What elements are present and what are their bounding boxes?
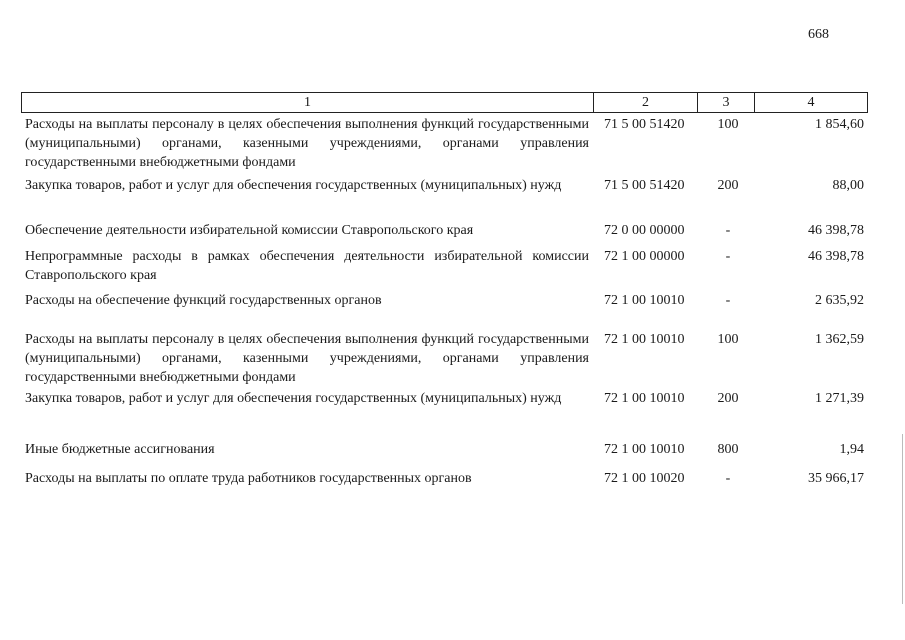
row-description: Расходы на выплаты персоналу в целях обеспечения выполнения функций государственными (муниципальными) органами, казенными учреждениями, органами управления государственными внебюджетными фондами [25,332,589,385]
column-header-3: 3 [698,93,755,113]
column-header-2: 2 [594,93,698,113]
row-amount: 1,94 [839,442,864,457]
row-amount: 1 362,59 [815,332,864,347]
column-header-table [21,92,868,113]
row-expense-type: - [725,223,731,238]
row-amount: 1 271,39 [815,391,864,406]
column-header-1: 1 [22,93,594,113]
row-code: 72 0 00 00000 [604,223,685,238]
row-expense-type: - [725,471,731,486]
row-code: 72 1 00 10010 [604,442,685,457]
row-code: 71 5 00 51420 [604,117,685,132]
row-expense-type: - [725,293,731,308]
column-header-row [22,93,868,113]
row-description: Иные бюджетные ассигнования [25,442,215,457]
row-description: Расходы на выплаты персоналу в целях обеспечения выполнения функций государственными (муниципальными) органами, казенными учреждениями, органами управления государственными внебюджетными фондами [25,117,589,170]
row-expense-type: - [725,249,731,264]
row-code: 72 1 00 10010 [604,391,685,406]
row-code: 72 1 00 00000 [604,249,685,264]
row-amount: 2 635,92 [815,293,864,308]
row-amount: 1 854,60 [815,117,864,132]
row-amount: 46 398,78 [808,223,864,238]
row-description: Расходы на выплаты по оплате труда работников государственных органов [25,471,472,486]
scan-edge-line [902,434,903,604]
row-amount: 88,00 [832,178,864,193]
page-number: 668 [808,27,829,42]
row-code: 72 1 00 10010 [604,332,685,347]
row-expense-type: 800 [717,442,739,457]
row-expense-type: 100 [717,332,739,347]
row-expense-type: 200 [717,391,739,406]
row-amount: 35 966,17 [808,471,864,486]
column-header-4: 4 [755,93,868,113]
row-description: Расходы на обеспечение функций государственных органов [25,293,382,308]
row-description: Закупка товаров, работ и услуг для обеспечения государственных (муниципальных) нужд [25,178,562,193]
row-amount: 46 398,78 [808,249,864,264]
row-code: 72 1 00 10010 [604,293,685,308]
row-description: Закупка товаров, работ и услуг для обеспечения государственных (муниципальных) нужд [25,391,562,406]
row-description: Непрограммные расходы в рамках обеспечения деятельности избирательной комиссии Ставропольского края [25,249,589,283]
row-code: 71 5 00 51420 [604,178,685,193]
row-expense-type: 100 [717,117,739,132]
row-description: Обеспечение деятельности избирательной комиссии Ставропольского края [25,223,474,238]
row-expense-type: 200 [717,178,739,193]
row-code: 72 1 00 10020 [604,471,685,486]
